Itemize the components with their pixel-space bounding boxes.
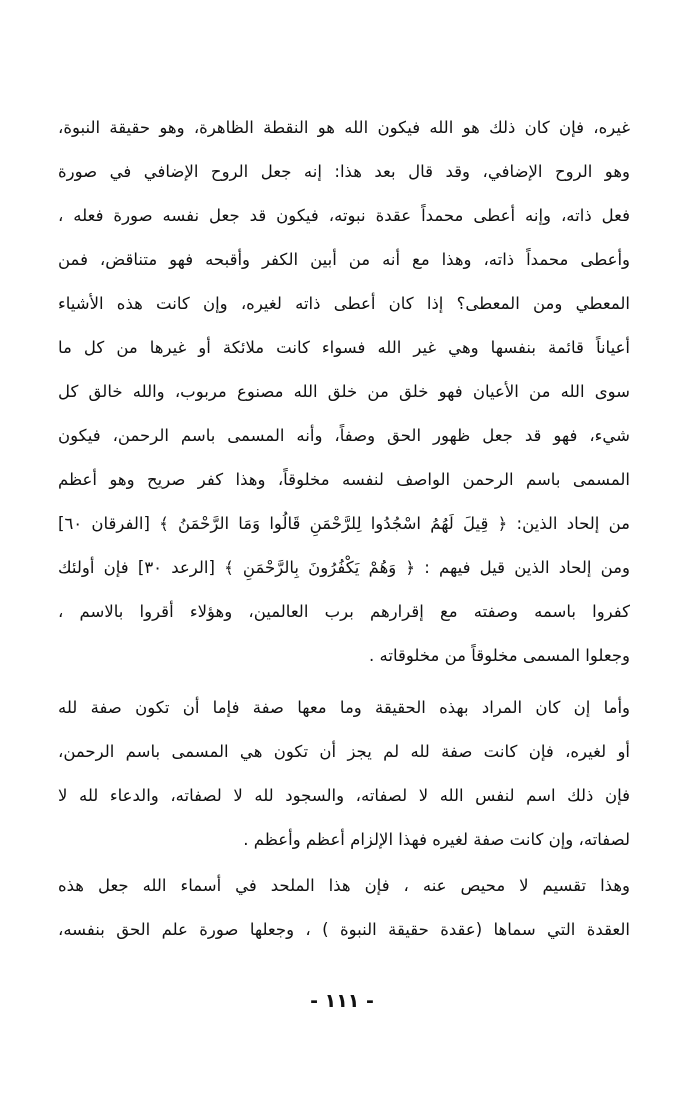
text-line: كفروا باسمه وصفته مع إقرارهم برب العالمين، وهؤلاء أقروا بالاسم ،: [58, 602, 630, 621]
paragraph-1: [58, 106, 630, 678]
text-line: العقدة التي سماها (عقدة حقيقة النبوة ) ، وجعلها صورة علم الحق بنفسه،: [58, 920, 630, 939]
text-line: وأما إن كان المراد بهذه الحقيقة وما معها صفة فإما أن تكون صفة لله: [58, 698, 630, 717]
text-line: سوى الله من الأعيان فهو خلق من خلق الله مصنوع مربوب، والله خالق كل: [58, 382, 630, 401]
quran-quote-line: من إلحاد الذين: ﴿ قِيلَ لَهُمُ اسْجُدُوا لِلرَّحْمَنِ قَالُوا وَمَا الرَّحْمَنُ ﴾ [الفرقان ٦٠]: [58, 514, 630, 533]
text-line: وهو الروح الإضافي، وقد قال بعد هذا: إنه جعل الروح الإضافي في صورة: [58, 162, 630, 181]
text-line: لصفاته، وإن كانت صفة لغيره فهذا الإلزام أعظم وأعظم .: [243, 830, 630, 849]
text-line: وهذا تقسيم لا محيص عنه ، فإن هذا الملحد في أسماء الله جعل هذه: [58, 876, 630, 895]
text-line: المسمى باسم الرحمن الواصف لنفسه مخلوقاً، وهذا كفر صريح وهو أعظم: [58, 470, 630, 489]
text-line: وأعطى محمداً ذاته، وهذا مع أنه من أبين الكفر وأقبحه فهو متناقض، فمن: [58, 250, 630, 269]
text-line: غيره، فإن كان ذلك هو الله فيكون الله هو النقطة الظاهرة، وهو حقيقة النبوة،: [58, 118, 630, 137]
text-line: فعل ذاته، وإنه أعطى محمداً عقدة نبوته، فيكون قد جعل نفسه صورة فعله ،: [58, 206, 630, 225]
text-line: المعطي ومن المعطى؟ إذا كان أعطى ذاته لغيره، وإن كانت هذه الأشياء: [58, 294, 630, 313]
paragraph-3: [58, 864, 630, 952]
quran-quote-line: ومن إلحاد الذين قيل فيهم : ﴿ وَهُمْ يَكْفُرُونَ بِالرَّحْمَنِ ﴾ [الرعد ٣٠] فإن أولئك: [58, 558, 630, 577]
text-line: وجعلوا المسمى مخلوقاً من مخلوقاته .: [369, 646, 630, 665]
paragraph-2: [58, 686, 630, 862]
text-line: شيء، فهو قد جعل ظهور الحق وصفاً، وأنه المسمى باسم الرحمن، فيكون: [58, 426, 630, 445]
page-number: - ١١١ -: [310, 990, 374, 1012]
text-line: أو لغيره، فإن كانت صفة لله لم يجز أن تكون هي المسمى باسم الرحمن،: [58, 742, 630, 761]
text-line: أعياناً قائمة بنفسها وهي غير الله فسواء كانت ملائكة أو غيرها من كل ما: [58, 338, 630, 357]
text-line: فإن ذلك اسم لنفس الله لا لصفاته، والسجود لله لا لصفاته، والدعاء لله لا: [58, 786, 630, 805]
